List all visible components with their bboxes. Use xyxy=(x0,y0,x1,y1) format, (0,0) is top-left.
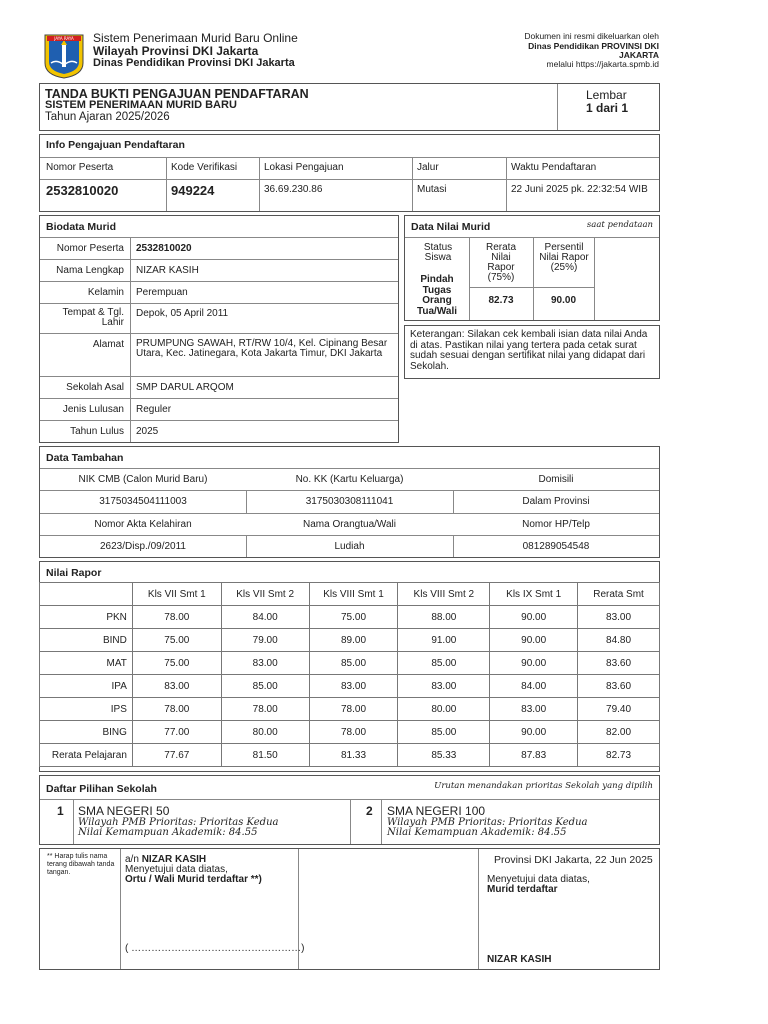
rapor-score: 87.83 xyxy=(490,744,578,767)
rapor-score: 83.00 xyxy=(221,652,309,675)
rapor-score: 84.00 xyxy=(221,606,309,629)
rapor-score: 85.33 xyxy=(398,744,490,767)
info-kode-verifikasi: 949224 xyxy=(171,183,215,198)
pilihan-1-num: 1 xyxy=(57,804,64,818)
rapor-score: 78.00 xyxy=(132,606,221,629)
info-header-kode: Kode Verifikasi xyxy=(171,162,238,173)
pilihan-2-name: SMA NEGERI 100 xyxy=(387,804,486,818)
info-lokasi: 36.69.230.86 xyxy=(264,184,323,195)
doc-official-note: Dokumen ini resmi dikeluarkan oleh xyxy=(524,31,659,41)
biodata-alamat: PRUMPUNG SAWAH, RT/RW 10/4, Kel. Cipinang Besar Utara, Kec. Jatinegara, Kota Jakarta Timur, DKI Jakarta xyxy=(136,338,388,359)
rapor-score: 83.00 xyxy=(490,698,578,721)
pilihan-1-wilayah: Wilayah PMB Prioritas: Prioritas Kedua xyxy=(78,817,279,828)
rapor-score: 89.00 xyxy=(309,629,398,652)
signature-ortu-label: Ortu / Wali Murid terdaftar **) xyxy=(125,874,262,885)
rapor-score: 90.00 xyxy=(490,652,578,675)
rapor-score: 83.00 xyxy=(309,675,398,698)
pilihan-2-wilayah: Wilayah PMB Prioritas: Prioritas Kedua xyxy=(387,817,588,828)
rapor-score: 75.00 xyxy=(132,629,221,652)
rapor-subject: IPS xyxy=(40,698,133,721)
nilai-col-persentil: Persentil Nilai Rapor (25%) xyxy=(539,242,589,273)
nilai-col-status: Status Siswa xyxy=(423,242,453,263)
signature-note: ** Harap tulis nama terang dibawah tanda tangan. xyxy=(47,853,115,876)
rapor-row xyxy=(40,652,660,675)
biodata-kelamin: Perempuan xyxy=(136,287,188,298)
rapor-score: 83.60 xyxy=(578,652,660,675)
signature-ortu-blank: ( ……………………………………………) xyxy=(125,943,305,954)
rapor-row xyxy=(40,698,660,721)
pilihan-1-nilai: Nilai Kemampuan Akademik: 84.55 xyxy=(78,827,258,838)
biodata-label-ttl: Tempat & Tgl. Lahir xyxy=(62,307,124,328)
doc-issuer-2: JAKARTA xyxy=(619,50,659,60)
pilihan-2-num: 2 xyxy=(366,804,373,818)
header-line3: Dinas Pendidikan Provinsi DKI Jakarta xyxy=(93,57,295,69)
info-section-title: Info Pengajuan Pendaftaran xyxy=(46,139,185,151)
rapor-header-cell: Kls VIII Smt 2 xyxy=(398,583,490,606)
rapor-header-cell: Kls VII Smt 2 xyxy=(221,583,309,606)
tambahan-hp: 081289054548 xyxy=(522,541,590,552)
rapor-score: 78.00 xyxy=(309,721,398,744)
rapor-subject: Rerata Pelajaran xyxy=(40,744,133,767)
signature-approve-murid: Menyetujui data diatas, xyxy=(487,874,590,885)
info-section xyxy=(39,134,660,212)
pilihan-title: Daftar Pilihan Sekolah xyxy=(46,783,157,795)
rapor-score: 77.00 xyxy=(132,721,221,744)
rapor-score: 81.33 xyxy=(309,744,398,767)
tambahan-h-kk: No. KK (Kartu Keluarga) xyxy=(295,474,404,485)
doc-issuer: Dinas Pendidikan PROVINSI DKI xyxy=(528,41,659,51)
info-header-jalur: Jalur xyxy=(417,162,439,173)
rapor-subject: IPA xyxy=(40,675,133,698)
rapor-score: 77.67 xyxy=(132,744,221,767)
dki-logo xyxy=(43,33,85,79)
rapor-score: 80.00 xyxy=(398,698,490,721)
signature-an-name: NIZAR KASIH xyxy=(141,854,207,865)
nilai-murid-title: Data Nilai Murid xyxy=(411,221,491,233)
pilihan-2-nilai: Nilai Kemampuan Akademik: 84.55 xyxy=(387,827,567,838)
rapor-header-cell xyxy=(40,583,133,606)
rapor-score: 85.00 xyxy=(221,675,309,698)
biodata-jenis: Reguler xyxy=(136,404,172,415)
rapor-subject: MAT xyxy=(40,652,133,675)
rapor-score: 80.00 xyxy=(221,721,309,744)
nilai-murid-section xyxy=(404,215,660,321)
rapor-score: 83.00 xyxy=(132,675,221,698)
rapor-subject: BING xyxy=(40,721,133,744)
nilai-rerata-value: 82.73 xyxy=(488,295,514,306)
biodata-label-sekolah: Sekolah Asal xyxy=(66,382,124,393)
rapor-table xyxy=(39,582,660,767)
rapor-score: 75.00 xyxy=(309,606,398,629)
rapor-score: 78.00 xyxy=(132,698,221,721)
rapor-score: 84.80 xyxy=(578,629,660,652)
biodata-section xyxy=(39,215,399,443)
rapor-header-row xyxy=(40,583,660,606)
rapor-row xyxy=(40,744,660,767)
signature-murid-label: Murid terdaftar xyxy=(487,884,558,895)
biodata-label-jenis: Jenis Lulusan xyxy=(62,404,124,415)
rapor-score: 81.50 xyxy=(221,744,309,767)
keterangan-box xyxy=(404,325,660,379)
biodata-label-nama: Nama Lengkap xyxy=(56,265,124,276)
tambahan-akta: 2623/Disp./09/2011 xyxy=(100,541,186,552)
biodata-nama: NIZAR KASIH xyxy=(136,265,199,276)
rapor-score: 82.00 xyxy=(578,721,660,744)
tambahan-ortu: Ludiah xyxy=(334,541,365,552)
biodata-label-kelamin: Kelamin xyxy=(87,287,124,298)
pilihan-section xyxy=(39,775,660,845)
rapor-header-cell: Kls VII Smt 1 xyxy=(132,583,221,606)
signature-place-date: Provinsi DKI Jakarta, 22 Jun 2025 xyxy=(494,854,653,866)
rapor-score: 79.00 xyxy=(221,629,309,652)
rapor-score: 85.00 xyxy=(398,652,490,675)
lembar-label: Lembar xyxy=(586,88,627,102)
tambahan-h-domisili: Domisili xyxy=(538,474,574,485)
nilai-col-rerata: Rerata Nilai Rapor (75%) xyxy=(485,242,516,283)
tambahan-title: Data Tambahan xyxy=(46,452,124,464)
rapor-score: 88.00 xyxy=(398,606,490,629)
rapor-score: 85.00 xyxy=(398,721,490,744)
signature-section xyxy=(39,848,660,970)
tambahan-h-nik: NIK CMB (Calon Murid Baru) xyxy=(78,474,208,485)
rapor-row xyxy=(40,606,660,629)
biodata-sekolah: SMP DARUL ARQOM xyxy=(136,382,234,393)
signature-murid-name: NIZAR KASIH xyxy=(487,954,552,965)
svg-text:JAYA RAYA: JAYA RAYA xyxy=(54,36,74,41)
rapor-score: 85.00 xyxy=(309,652,398,675)
rapor-score: 90.00 xyxy=(490,721,578,744)
rapor-title: Nilai Rapor xyxy=(46,567,102,579)
rapor-subject: PKN xyxy=(40,606,133,629)
info-header-nomor: Nomor Peserta xyxy=(46,162,114,173)
biodata-tahun: 2025 xyxy=(136,426,159,437)
biodata-nomor: 2532810020 xyxy=(136,243,192,254)
signature-approve-ortu: Menyetujui data diatas, xyxy=(125,864,228,875)
rapor-score: 83.00 xyxy=(578,606,660,629)
signature-an-prefix: a/n xyxy=(125,854,139,865)
tambahan-h-hp: Nomor HP/Telp xyxy=(522,519,590,530)
tambahan-domisili: Dalam Provinsi xyxy=(522,496,590,507)
rapor-row xyxy=(40,675,660,698)
rapor-score: 90.00 xyxy=(490,606,578,629)
info-header-waktu: Waktu Pendaftaran xyxy=(511,162,597,173)
tambahan-h-akta: Nomor Akta Kelahiran xyxy=(94,519,192,530)
rapor-subject: BIND xyxy=(40,629,133,652)
header-line2: Wilayah Provinsi DKI Jakarta xyxy=(93,44,259,58)
rapor-header-cell: Kls IX Smt 1 xyxy=(490,583,578,606)
rapor-score: 82.73 xyxy=(578,744,660,767)
tambahan-kk: 3175030308111041 xyxy=(305,496,394,507)
rapor-score: 79.40 xyxy=(578,698,660,721)
rapor-score: 90.00 xyxy=(490,629,578,652)
rapor-score: 84.00 xyxy=(490,675,578,698)
rapor-score: 83.60 xyxy=(578,675,660,698)
keterangan-text: Keterangan: Silakan cek kembali isian data nilai Anda di atas. Pastikan nilai yang tertera pada cetak surat sudah sesuai dengan sertifikat nilai yang didapat dari Sekolah. xyxy=(410,329,648,372)
rapor-score: 75.00 xyxy=(132,652,221,675)
biodata-ttl: Depok, 05 April 2011 xyxy=(136,308,229,319)
lembar-value: 1 dari 1 xyxy=(586,101,629,115)
biodata-section-title: Biodata Murid xyxy=(46,221,116,233)
tambahan-h-ortu: Nama Orangtua/Wali xyxy=(303,519,396,530)
biodata-label-alamat: Alamat xyxy=(92,339,124,350)
doc-subtitle: SISTEM PENERIMAAN MURID BARU xyxy=(45,99,237,111)
info-jalur: Mutasi xyxy=(417,184,447,195)
rapor-score: 91.00 xyxy=(398,629,490,652)
doc-title: TANDA BUKTI PENGAJUAN PENDAFTARAN xyxy=(45,87,309,101)
rapor-row xyxy=(40,721,660,744)
doc-url[interactable]: melalui https://jakarta.spmb.id xyxy=(546,59,659,69)
biodata-label-tahun: Tahun Lulus xyxy=(70,426,124,437)
info-waktu: 22 Juni 2025 pk. 22:32:54 WIB xyxy=(511,184,648,195)
info-nomor-peserta: 2532810020 xyxy=(46,183,119,198)
rapor-score: 78.00 xyxy=(309,698,398,721)
rapor-score: 83.00 xyxy=(398,675,490,698)
pilihan-1-name: SMA NEGERI 50 xyxy=(78,804,170,818)
rapor-row xyxy=(40,629,660,652)
header-line1: Sistem Penerimaan Murid Baru Online xyxy=(93,31,298,45)
rapor-score: 78.00 xyxy=(221,698,309,721)
rapor-header-cell: Rerata Smt xyxy=(578,583,660,606)
tambahan-section xyxy=(39,446,660,558)
nilai-murid-note: saat pendataan xyxy=(586,220,653,230)
pilihan-note: Urutan menandakan prioritas Sekolah yang dipilih xyxy=(434,781,653,791)
rapor-header-cell: Kls VIII Smt 1 xyxy=(309,583,398,606)
nilai-status-value: Pindah Tugas Orang Tua/Wali xyxy=(417,274,457,317)
tambahan-nik: 3175034504111003 xyxy=(99,496,187,507)
doc-year: Tahun Ajaran 2025/2026 xyxy=(45,111,170,123)
biodata-label-nomor: Nomor Peserta xyxy=(56,243,124,254)
title-box xyxy=(39,83,660,131)
info-header-lokasi: Lokasi Pengajuan xyxy=(264,162,344,173)
nilai-persentil-value: 90.00 xyxy=(550,295,577,306)
